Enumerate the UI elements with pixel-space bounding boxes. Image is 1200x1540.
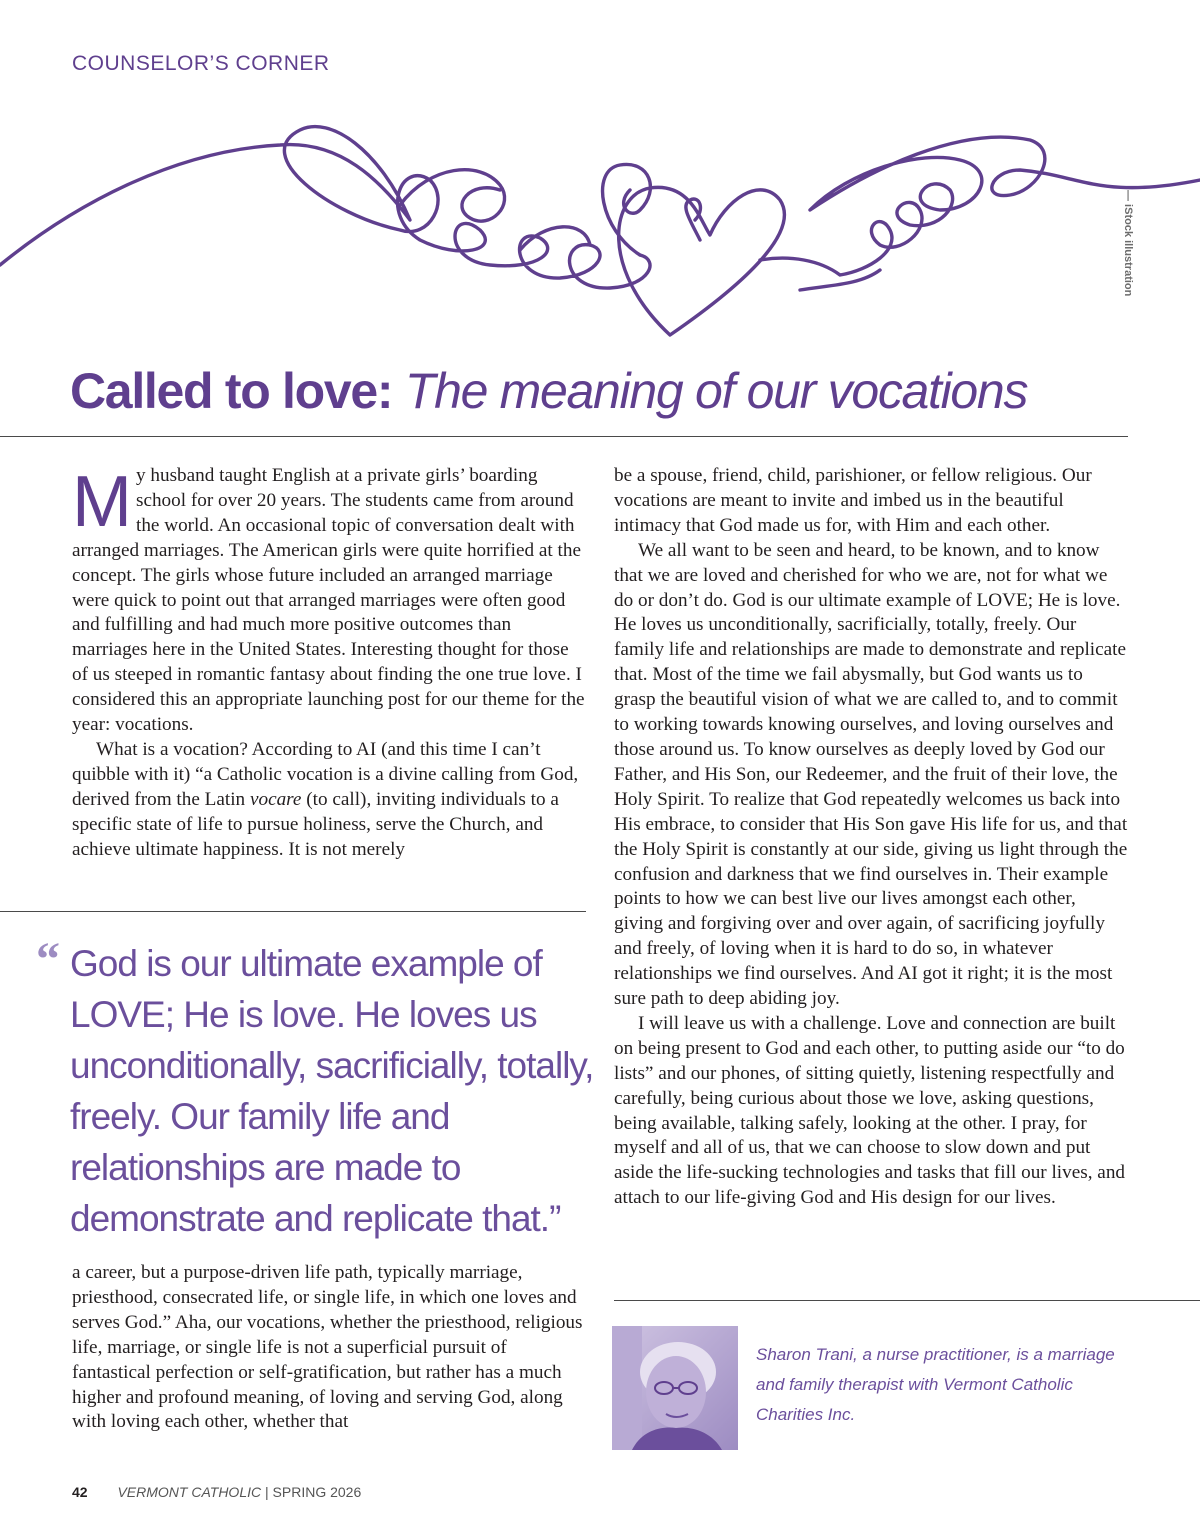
illustration-credit: — iStock illustration (1122, 190, 1134, 297)
pull-quote (36, 933, 596, 1244)
paragraph-4: I will leave us with a challenge. Love and connection are built on being present to God and each other, to putting aside our “to do lists” and our phones, of sitting quietly, listening respectfully and carefully, being curious about those we love, asking questions, being available, talking safely, looking at the other. I pray, for myself and all of us, that we can choose to slow down and put aside the life-sucking technologies and tasks that fill our lives, and attach to our life-giving God and His design for our lives. (614, 1012, 1126, 1209)
page-footer (72, 1484, 361, 1500)
author-photo (612, 1326, 738, 1450)
paragraph-2-continued: a career, but a purpose-driven life path, typically marriage, priesthood, consecrated life, or single life, in which one loves and serves God.” Aha, our vocations, whether the priesthood, religious life, marriage, or single life is not a superficial pursuit of fantastical perfection or self-gratification, but rather has a much higher and profound meaning, of loving and serving God, along with loving each other, whether that (72, 1262, 583, 1433)
paragraph-3: We all want to be seen and heard, to be known, and to know that we are loved and cherished for who we are, not for what we do or don’t do. God is our ultimate example of LOVE; He is love. He loves us unconditionally, sacrificially, totally, freely. Our family life and relationships are made to demonstrate and replicate that. Most of the time we fail abysmally, but God wants us to grasp the beautiful vision of what we are called to, and to commit to working towards knowing ourselves, and loving ourselves and those around us. To know ourselves as deeply loved by God our Father, and His Son, our Redeemer, and the fruit of their love, the Holy Spirit. To realize that God repeatedly welcomes us back into His embrace, to consider that His Son gave His life for us, and that the Holy Spirit is constantly at our side, giving us light through the confusion and darkness that we find ourselves in. Their example points to how we can best live our lives amongst each other, giving and forgiving over and over again, of sacrificing joyfully and freely, of loving when it is hard to do so, in whatever relationships we find ourselves. And AI got it right; it is the most sure path to deep abiding joy. (614, 539, 1128, 1010)
paragraph-2 (72, 738, 586, 863)
headline-subtitle: The meaning of our vocations (404, 363, 1028, 419)
latin-term: vocare (249, 788, 302, 810)
paragraph-2-middle: (to call), inviting individuals to a specific state of life to pursue holiness, serve the Church, and achieve ultimate happiness. It is not merely (72, 788, 559, 860)
section-label: COUNSELOR’S CORNER (72, 52, 330, 75)
column-2 (614, 464, 1128, 1211)
quote-mark-icon: “ (36, 933, 59, 986)
bio-rule (614, 1300, 1200, 1301)
headline-lead: Called to love: (70, 363, 393, 419)
paragraph-1-text: y husband taught English at a private girls’ boarding school for over 20 years. The students came from around the world. An occasional topic of conversation dealt with arranged marriages. The American girls were quite horrified at the concept. The girls whose future included an arranged marriage were quick to point out that arranged marriages were often good and fulfilling and had much more positive outcomes than marriages here in the United States. Interesting thought for those of us steeped in romantic fantasy about finding the one true love. I considered this an appropriate launching post for our theme for the year: vocations. (72, 465, 585, 736)
winged-heart-illustration (0, 110, 1200, 360)
author-bio: Sharon Trani, a nurse practitioner, is a marriage and family therapist with Vermont Catholic Charities Inc. (756, 1345, 1115, 1424)
column-1-bottom (72, 1261, 586, 1435)
page-number: 42 (72, 1484, 88, 1500)
pull-quote-text: God is our ultimate example of LOVE; He is love. He loves us unconditionally, sacrificially, totally, freely. Our family life and relationships are made to demonstrate and replicate that.” (70, 943, 594, 1239)
column-1-top (72, 464, 586, 863)
issue-date: SPRING 2026 (272, 1484, 362, 1500)
paragraph-2-column-2: be a spouse, friend, child, parishioner, or fellow religious. Our vocations are meant to invite and imbed us in the beautiful intimacy that God made us for, with Him and each other. (614, 465, 1092, 536)
paragraph-1 (72, 464, 586, 738)
pull-quote-top-rule (0, 911, 586, 912)
headline-rule (0, 436, 1128, 437)
headline (70, 355, 1027, 427)
paragraph-2-start: What is a vocation? According to AI (and this time I can’t quibble with it) “a Catholic vocation is a divine calling from God, derived from the Latin (72, 738, 579, 810)
footer-separator: | (265, 1484, 269, 1500)
drop-cap: M (72, 462, 132, 542)
publication-name: VERMONT CATHOLIC (117, 1484, 262, 1500)
